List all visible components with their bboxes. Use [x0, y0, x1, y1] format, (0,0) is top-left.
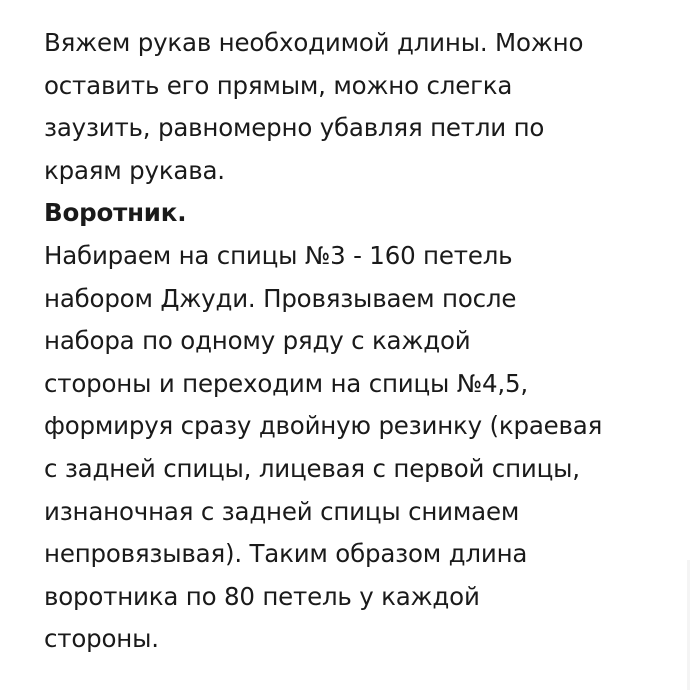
text-line: набором Джуди. Провязываем после	[44, 283, 517, 313]
text-line: с задней спицы, лицевая с первой спицы,	[44, 453, 580, 483]
text-line: заузить, равномерно убавляя петли по	[44, 113, 545, 143]
text-line: Вяжем рукав необходимой длины. Можно	[44, 28, 584, 57]
text-line: изнаночная с задней спицы снимаем	[44, 496, 520, 526]
text-line: стороны и переходим на спицы №4,5,	[44, 368, 528, 398]
text-line: формируя сразу двойную резинку (краевая	[44, 411, 603, 441]
text-line: Набираем на спицы №3 - 160 петель	[44, 240, 513, 270]
text-line: краям рукава.	[44, 155, 225, 185]
paragraph-collar	[44, 235, 674, 661]
text-line: непровязывая). Таким образом длина	[44, 539, 528, 569]
text-line: стороны.	[44, 624, 159, 654]
document-text	[44, 22, 674, 661]
paragraph-sleeve	[44, 22, 674, 192]
text-line: набора по одному ряду с каждой	[44, 326, 471, 356]
text-line: воротника по 80 петель у каждой	[44, 581, 480, 611]
text-line: оставить его прямым, можно слегка	[44, 70, 513, 100]
section-heading-collar: Воротник.	[44, 198, 187, 228]
